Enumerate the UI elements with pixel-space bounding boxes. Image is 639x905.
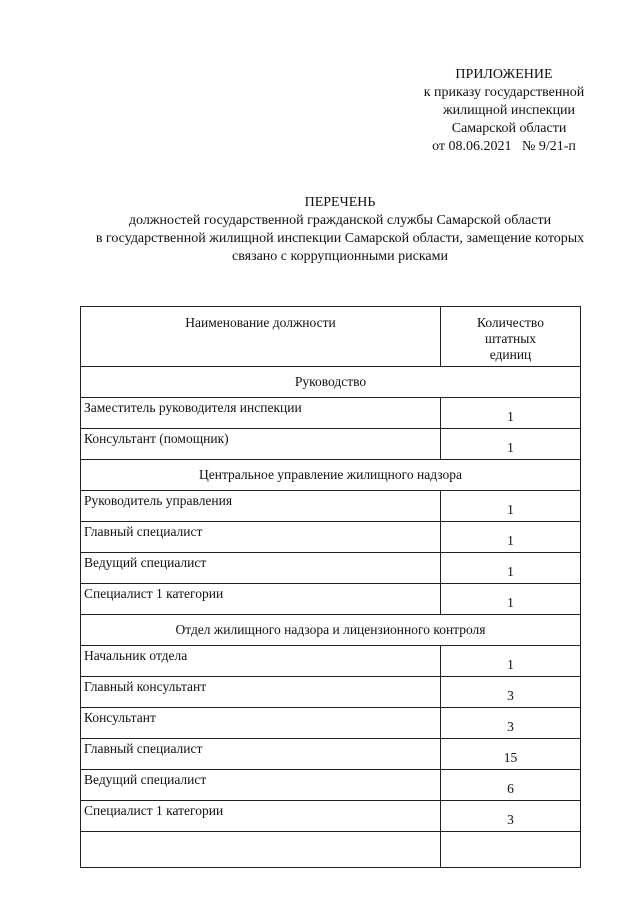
appendix-line-2: жилищной инспекции <box>442 103 576 118</box>
appendix-date-number: от 08.06.2021 № 9/21-п <box>432 139 576 154</box>
position-name: Заместитель руководителя инспекции <box>81 398 441 429</box>
table-row <box>81 677 581 708</box>
position-name: Руководитель управления <box>81 491 441 522</box>
document-heading <box>60 194 620 266</box>
table-row <box>81 553 581 584</box>
position-name: Главный специалист <box>81 739 441 770</box>
section-title: Руководство <box>81 367 581 398</box>
heading-line-2: в государственной жилищной инспекции Самарской области, замещение которых <box>95 231 585 246</box>
section-row <box>81 460 581 491</box>
staff-count: 1 <box>441 522 581 553</box>
empty-cell <box>81 832 441 868</box>
staff-count: 3 <box>441 677 581 708</box>
position-name: Ведущий специалист <box>81 553 441 584</box>
table-row <box>81 429 581 460</box>
table-row <box>81 739 581 770</box>
table-header-row <box>81 307 581 367</box>
section-title: Отдел жилищного надзора и лицензионного контроля <box>81 615 581 646</box>
appendix-line-1: к приказу государственной <box>423 85 585 100</box>
table-row <box>81 708 581 739</box>
table-body <box>81 367 581 868</box>
staff-count: 6 <box>441 770 581 801</box>
column-header-count-line: единиц <box>489 347 532 362</box>
position-name: Главный консультант <box>81 677 441 708</box>
position-name: Консультант <box>81 708 441 739</box>
position-name: Специалист 1 категории <box>81 801 441 832</box>
table-row <box>81 491 581 522</box>
section-row <box>81 615 581 646</box>
positions-table <box>80 306 581 868</box>
column-header-count-line: Количество <box>477 315 544 330</box>
appendix-block <box>395 66 613 156</box>
staff-count: 1 <box>441 584 581 615</box>
position-name: Консультант (помощник) <box>81 429 441 460</box>
staff-count: 3 <box>441 801 581 832</box>
column-header-position: Наименование должности <box>81 307 441 367</box>
appendix-title: ПРИЛОЖЕНИЕ <box>455 67 553 82</box>
heading-line-1: должностей государственной гражданской службы Самарской области <box>128 213 552 228</box>
staff-count: 1 <box>441 429 581 460</box>
table-row <box>81 646 581 677</box>
table-row <box>81 770 581 801</box>
section-row <box>81 367 581 398</box>
section-title: Центральное управление жилищного надзора <box>81 460 581 491</box>
staff-count: 1 <box>441 398 581 429</box>
position-name: Ведущий специалист <box>81 770 441 801</box>
heading-line-3: связано с коррупционными рисками <box>231 249 448 264</box>
heading-title: ПЕРЕЧЕНЬ <box>304 195 376 210</box>
position-name: Специалист 1 категории <box>81 584 441 615</box>
table-row <box>81 584 581 615</box>
empty-cell <box>441 832 581 868</box>
staff-count: 3 <box>441 708 581 739</box>
table-row <box>81 522 581 553</box>
empty-row <box>81 832 581 868</box>
staff-count: 1 <box>441 553 581 584</box>
appendix-line-3: Самарской области <box>451 121 567 136</box>
table-row <box>81 398 581 429</box>
column-header-count <box>441 307 581 367</box>
staff-count: 1 <box>441 491 581 522</box>
position-name: Начальник отдела <box>81 646 441 677</box>
staff-count: 15 <box>441 739 581 770</box>
column-header-count-line: штатных <box>484 331 537 346</box>
table-row <box>81 801 581 832</box>
staff-count: 1 <box>441 646 581 677</box>
position-name: Главный специалист <box>81 522 441 553</box>
